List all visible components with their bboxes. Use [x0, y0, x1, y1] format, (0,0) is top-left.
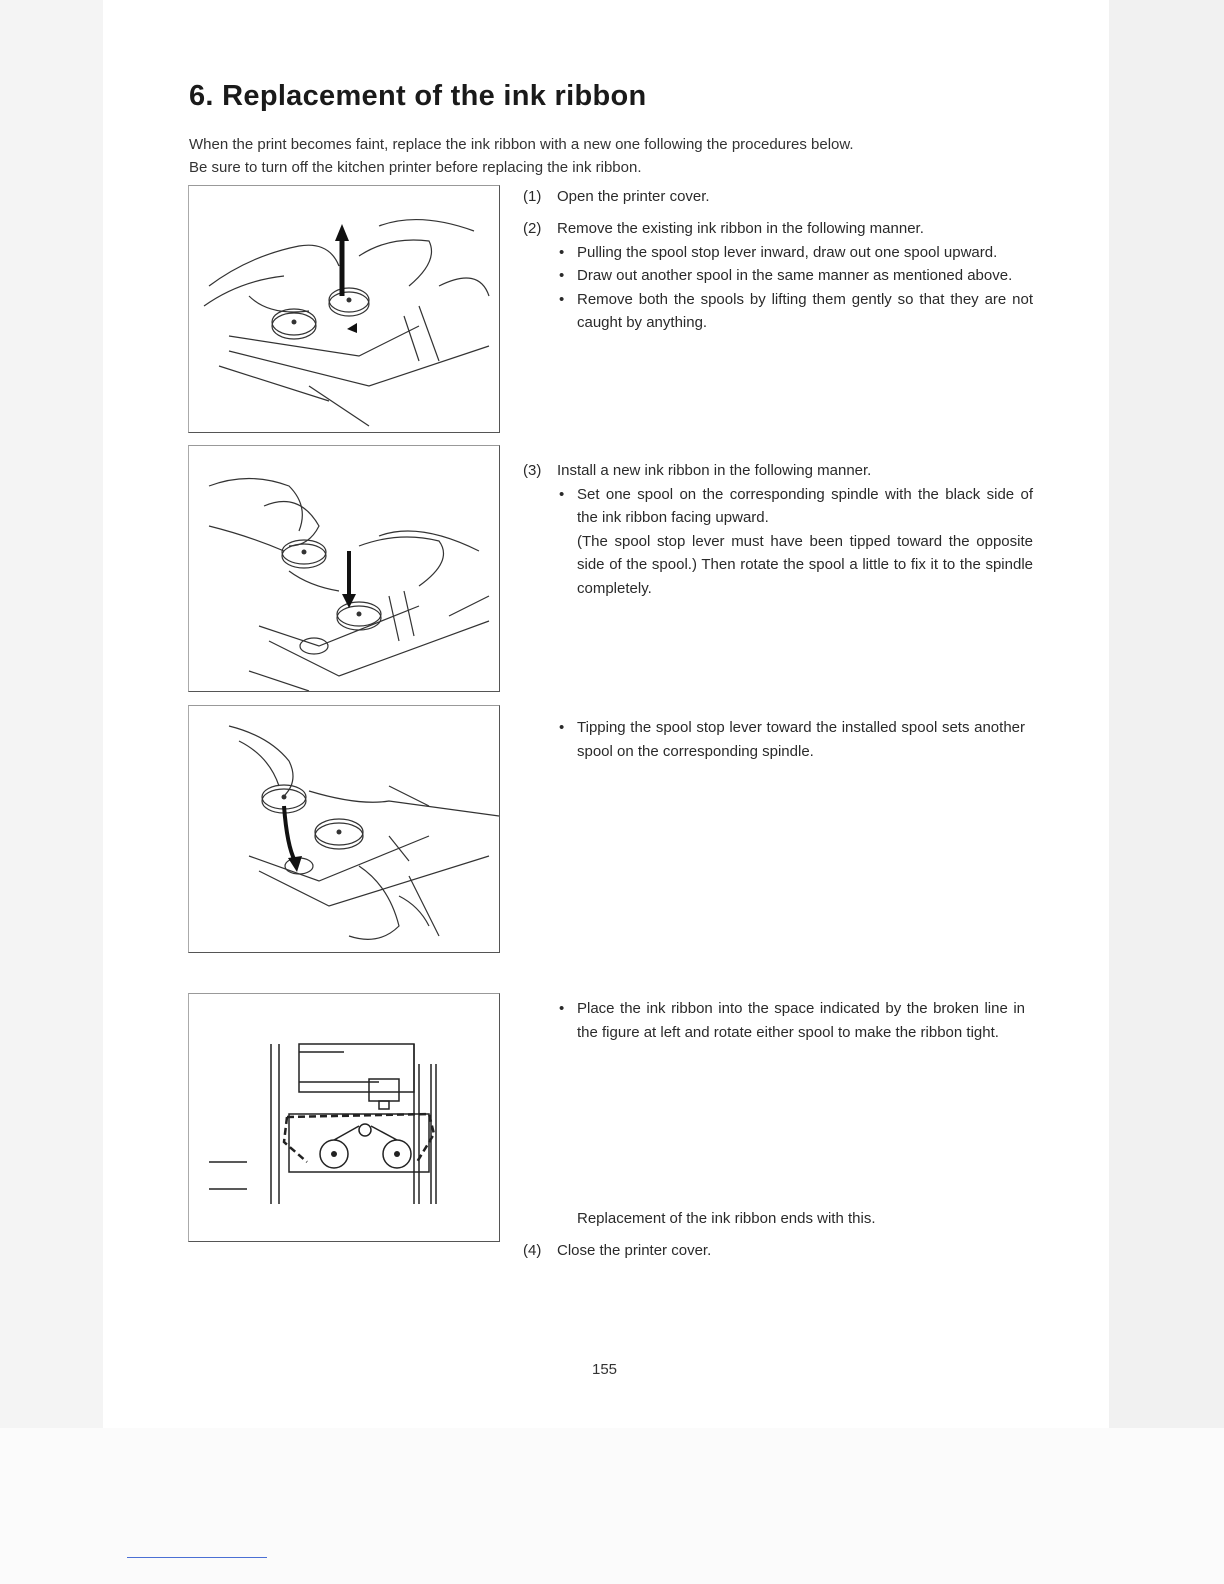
step-3-number: (3): [523, 462, 542, 479]
step-3-bullet-2: • Tipping the spool stop lever toward the installed spool sets another spool on the corresponding spindle.: [557, 716, 1025, 763]
step-2-bullet-2: • Draw out another spool in the same manner as mentioned above.: [557, 264, 1033, 288]
second-spool-illustration: [189, 706, 499, 952]
step-1-number: (1): [523, 188, 542, 205]
intro-paragraph: [189, 133, 1049, 179]
figure-remove-spool: [188, 185, 500, 433]
step-2-text: Remove the existing ink ribbon in the following manner.: [557, 220, 924, 237]
step-3-bullet-3-block: [557, 997, 1025, 1044]
step-1-text: Open the printer cover.: [557, 188, 710, 205]
step-4-text: Close the printer cover.: [557, 1242, 712, 1259]
step-4-number: (4): [523, 1242, 542, 1259]
link-underline: [127, 1557, 267, 1558]
ribbon-path-diagram: [189, 994, 499, 1241]
page-right-margin: [1109, 0, 1224, 1428]
step-2-bullet-1: • Pulling the spool stop lever inward, draw out one spool upward.: [557, 241, 1033, 265]
intro-line-1: When the print becomes faint, replace the ink ribbon with a new one following the procedures below.: [189, 136, 854, 153]
set-spool-illustration: [189, 446, 499, 691]
step-3-conclusion: Replacement of the ink ribbon ends with this.: [577, 1210, 876, 1227]
step-3-bullet-3: • Place the ink ribbon into the space indicated by the broken line in the figure at left and rotate either spool to make the ribbon tight.: [557, 997, 1025, 1044]
page-left-margin: [0, 0, 103, 1428]
intro-line-2: Be sure to turn off the kitchen printer before replacing the ink ribbon.: [189, 159, 642, 176]
step-3-bullet-2-block: [557, 716, 1025, 763]
page-title: 6. Replacement of the ink ribbon: [189, 80, 647, 112]
step-1: [523, 185, 1033, 209]
step-3-bullet-1-note: (The spool stop lever must have been tipped toward the opposite side of the spool.) Then rotate the spool a little to fix it to the spindle completely.: [577, 532, 1033, 597]
step-2: [523, 217, 1033, 335]
figure-ribbon-path-diagram: [188, 993, 500, 1242]
step-3-bullet-1: • Set one spool on the corresponding spindle with the black side of the ink ribbon facing upward.: [557, 483, 1033, 530]
remove-spool-illustration: [189, 186, 499, 432]
step-3-text: Install a new ink ribbon in the following manner.: [557, 462, 872, 479]
step-3: [523, 459, 1033, 600]
step-2-bullet-3: • Remove both the spools by lifting them gently so that they are not caught by anything.: [557, 288, 1033, 335]
figure-set-spool: [188, 445, 500, 692]
step-4: [523, 1239, 1033, 1263]
figure-set-second-spool: [188, 705, 500, 953]
step-2-number: (2): [523, 220, 542, 237]
page-number: 155: [592, 1361, 618, 1378]
